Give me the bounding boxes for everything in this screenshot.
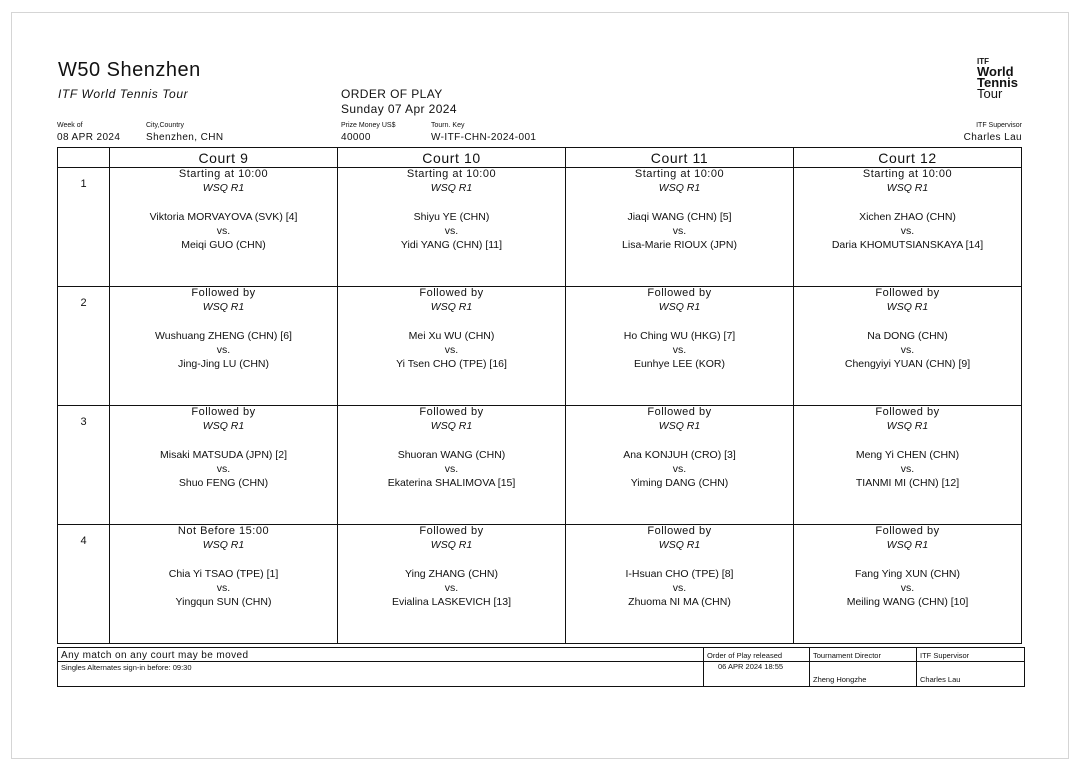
court-header-row [58,148,1022,168]
versus-label: vs. [900,582,915,594]
order-of-play-heading [341,87,457,117]
match-round: WSQ R1 [658,301,701,313]
match-cell [110,168,338,287]
player-one: Misaki MATSUDA (JPN) [2] [160,449,287,461]
player-two: Daria KHOMUTSIANSKAYA [14] [831,239,984,251]
match-start-time: Starting at 10:00 [634,168,725,180]
match-cell [338,406,566,525]
match-cell [110,406,338,525]
logo-line3: Tour [977,86,1003,101]
spacer [566,314,793,329]
match-round: WSQ R1 [886,301,929,313]
spacer [566,433,793,448]
spacer [110,195,337,210]
match-cell [338,168,566,287]
order-of-play-title: ORDER OF PLAY [341,87,443,101]
row-number-header [58,148,110,168]
footer-col-divider [916,648,917,686]
supervisor-value: Charles Lau [963,132,1022,143]
match-round: WSQ R1 [430,182,473,194]
match-start-time: Followed by [647,287,712,299]
court-header: Court 11 [566,148,794,168]
match-cell [566,525,794,644]
player-one: Ho Ching WU (HKG) [7] [623,330,736,342]
player-two: Jing-Jing LU (CHN) [177,358,270,370]
player-two: Chengyiyi YUAN (CHN) [9] [844,358,971,370]
match-round: WSQ R1 [658,182,701,194]
city-value: Shenzhen, CHN [146,132,224,143]
player-two: Zhuoma NI MA (CHN) [628,596,731,608]
player-two: Ekaterina SHALIMOVA [15] [387,477,516,489]
versus-label: vs. [444,582,459,594]
meta-city [146,122,223,143]
match-round: WSQ R1 [658,539,701,551]
footer-col-divider [809,648,810,686]
schedule-row [58,287,1022,406]
match-start-time: Followed by [191,287,256,299]
released-label: Order of Play released [707,651,783,660]
week-label: Week of [57,122,83,129]
spacer [110,552,337,567]
match-start-time: Followed by [875,525,940,537]
footer-box [57,647,1025,687]
logo-line2: Tennis [977,75,1018,90]
player-one: Wushuang ZHENG (CHN) [6] [155,330,292,342]
versus-label: vs. [444,463,459,475]
match-round: WSQ R1 [658,420,701,432]
tour-name: ITF World Tennis Tour [58,87,189,101]
schedule-row [58,168,1022,287]
player-two: Meiqi GUO (CHN) [181,239,266,251]
player-one: Viktoria MORVAYOVA (SVK) [4] [149,211,298,223]
match-start-time: Followed by [875,406,940,418]
player-one: I-Hsuan CHO (TPE) [8] [625,568,734,580]
match-order-number [58,525,110,644]
supervisor-label: ITF Supervisor [976,122,1022,129]
spacer [338,314,565,329]
match-cell [338,287,566,406]
player-one: Shuoran WANG (CHN) [397,449,506,461]
player-two: Eunhye LEE (KOR) [633,358,726,370]
footer-divider [58,661,1024,662]
player-one: Xichen ZHAO (CHN) [859,211,956,223]
versus-label: vs. [900,225,915,237]
player-one: Jiaqi WANG (CHN) [5] [627,211,732,223]
match-round: WSQ R1 [430,301,473,313]
order-of-play-table [57,147,1022,644]
player-one: Meng Yi CHEN (CHN) [855,449,960,461]
court-header: Court 10 [338,148,566,168]
match-order-label: 2 [80,297,87,309]
spacer [338,552,565,567]
spacer [110,314,337,329]
player-two: Yi Tsen CHO (TPE) [16] [396,358,507,370]
logo-itf: ITF [977,57,989,66]
player-one: Chia Yi TSAO (TPE) [1] [168,568,279,580]
match-cell [794,525,1022,644]
meta-prize [341,122,395,143]
prize-label: Prize Money US$ [341,122,396,129]
versus-label: vs. [444,225,459,237]
spacer [338,433,565,448]
meta-key [431,122,536,143]
match-cell [566,406,794,525]
player-two: Evialina LASKEVICH [13] [391,596,512,608]
city-label: City,Country [146,122,184,129]
match-start-time: Not Before 15:00 [177,525,270,537]
released-value: 06 APR 2024 18:55 [718,662,784,671]
meta-supervisor [964,122,1022,143]
match-round: WSQ R1 [202,420,245,432]
versus-label: vs. [444,344,459,356]
match-order-label: 1 [80,178,87,190]
footer-note-alternates: Singles Alternates sign-in before: 09:30 [61,663,192,672]
match-round: WSQ R1 [202,182,245,194]
week-value: 08 APR 2024 [57,132,121,143]
match-round: WSQ R1 [430,539,473,551]
spacer [794,552,1021,567]
versus-label: vs. [216,225,231,237]
match-order-number [58,406,110,525]
versus-label: vs. [216,582,231,594]
meta-week [57,122,120,143]
match-round: WSQ R1 [202,539,245,551]
match-start-time: Starting at 10:00 [862,168,953,180]
player-two: Lisa-Marie RIOUX (JPN) [622,239,737,251]
schedule-row [58,525,1022,644]
match-round: WSQ R1 [886,539,929,551]
player-one: Na DONG (CHN) [867,330,948,342]
match-round: WSQ R1 [430,420,473,432]
match-start-time: Followed by [419,406,484,418]
player-two: Yingqun SUN (CHN) [175,596,272,608]
player-one: Ying ZHANG (CHN) [405,568,498,580]
versus-label: vs. [216,463,231,475]
match-round: WSQ R1 [202,301,245,313]
match-cell [338,525,566,644]
player-one: Fang Ying XUN (CHN) [854,568,961,580]
versus-label: vs. [672,582,687,594]
court-header: Court 9 [110,148,338,168]
match-cell [794,168,1022,287]
match-cell [794,287,1022,406]
spacer [566,195,793,210]
footer-supervisor-label: ITF Supervisor [920,651,970,660]
key-value: W-ITF-CHN-2024-001 [431,132,537,143]
match-cell [110,287,338,406]
match-cell [566,287,794,406]
versus-label: vs. [216,344,231,356]
player-two: TIANMI MI (CHN) [12] [855,477,960,489]
match-cell [110,525,338,644]
key-label: Tourn. Key [431,122,465,129]
match-cell [566,168,794,287]
spacer [794,314,1021,329]
footer-col-divider [703,648,704,686]
match-start-time: Starting at 10:00 [406,168,497,180]
match-order-number [58,168,110,287]
director-label: Tournament Director [813,651,881,660]
footer-supervisor-value: Charles Lau [920,675,961,684]
versus-label: vs. [900,344,915,356]
match-round: WSQ R1 [886,182,929,194]
schedule-row [58,406,1022,525]
player-one: Shiyu YE (CHN) [413,211,490,223]
court-header: Court 12 [794,148,1022,168]
spacer [794,433,1021,448]
match-start-time: Followed by [419,287,484,299]
match-order-label: 4 [80,535,87,547]
match-order-label: 3 [80,416,87,428]
player-one: Ana KONJUH (CRO) [3] [623,449,736,461]
match-start-time: Followed by [647,525,712,537]
player-two: Yidi YANG (CHN) [11] [400,239,503,251]
match-start-time: Followed by [191,406,256,418]
versus-label: vs. [672,225,687,237]
player-two: Shuo FENG (CHN) [178,477,269,489]
play-date: Sunday 07 Apr 2024 [341,102,457,116]
match-start-time: Starting at 10:00 [178,168,269,180]
spacer [566,552,793,567]
director-value: Zheng Hongzhe [813,675,867,684]
match-round: WSQ R1 [886,420,929,432]
versus-label: vs. [900,463,915,475]
spacer [338,195,565,210]
footer-note-moved: Any match on any court may be moved [61,650,249,661]
spacer [110,433,337,448]
versus-label: vs. [672,463,687,475]
logo-line1: World [977,64,1014,79]
match-start-time: Followed by [875,287,940,299]
player-two: Meiling WANG (CHN) [10] [846,596,969,608]
match-order-number [58,287,110,406]
match-cell [794,406,1022,525]
match-start-time: Followed by [647,406,712,418]
player-one: Mei Xu WU (CHN) [408,330,495,342]
prize-value: 40000 [341,132,371,143]
match-start-time: Followed by [419,525,484,537]
itf-world-tennis-tour-logo [977,57,1037,99]
versus-label: vs. [672,344,687,356]
player-two: Yiming DANG (CHN) [630,477,729,489]
spacer [794,195,1021,210]
tournament-title: W50 Shenzhen [58,59,201,81]
